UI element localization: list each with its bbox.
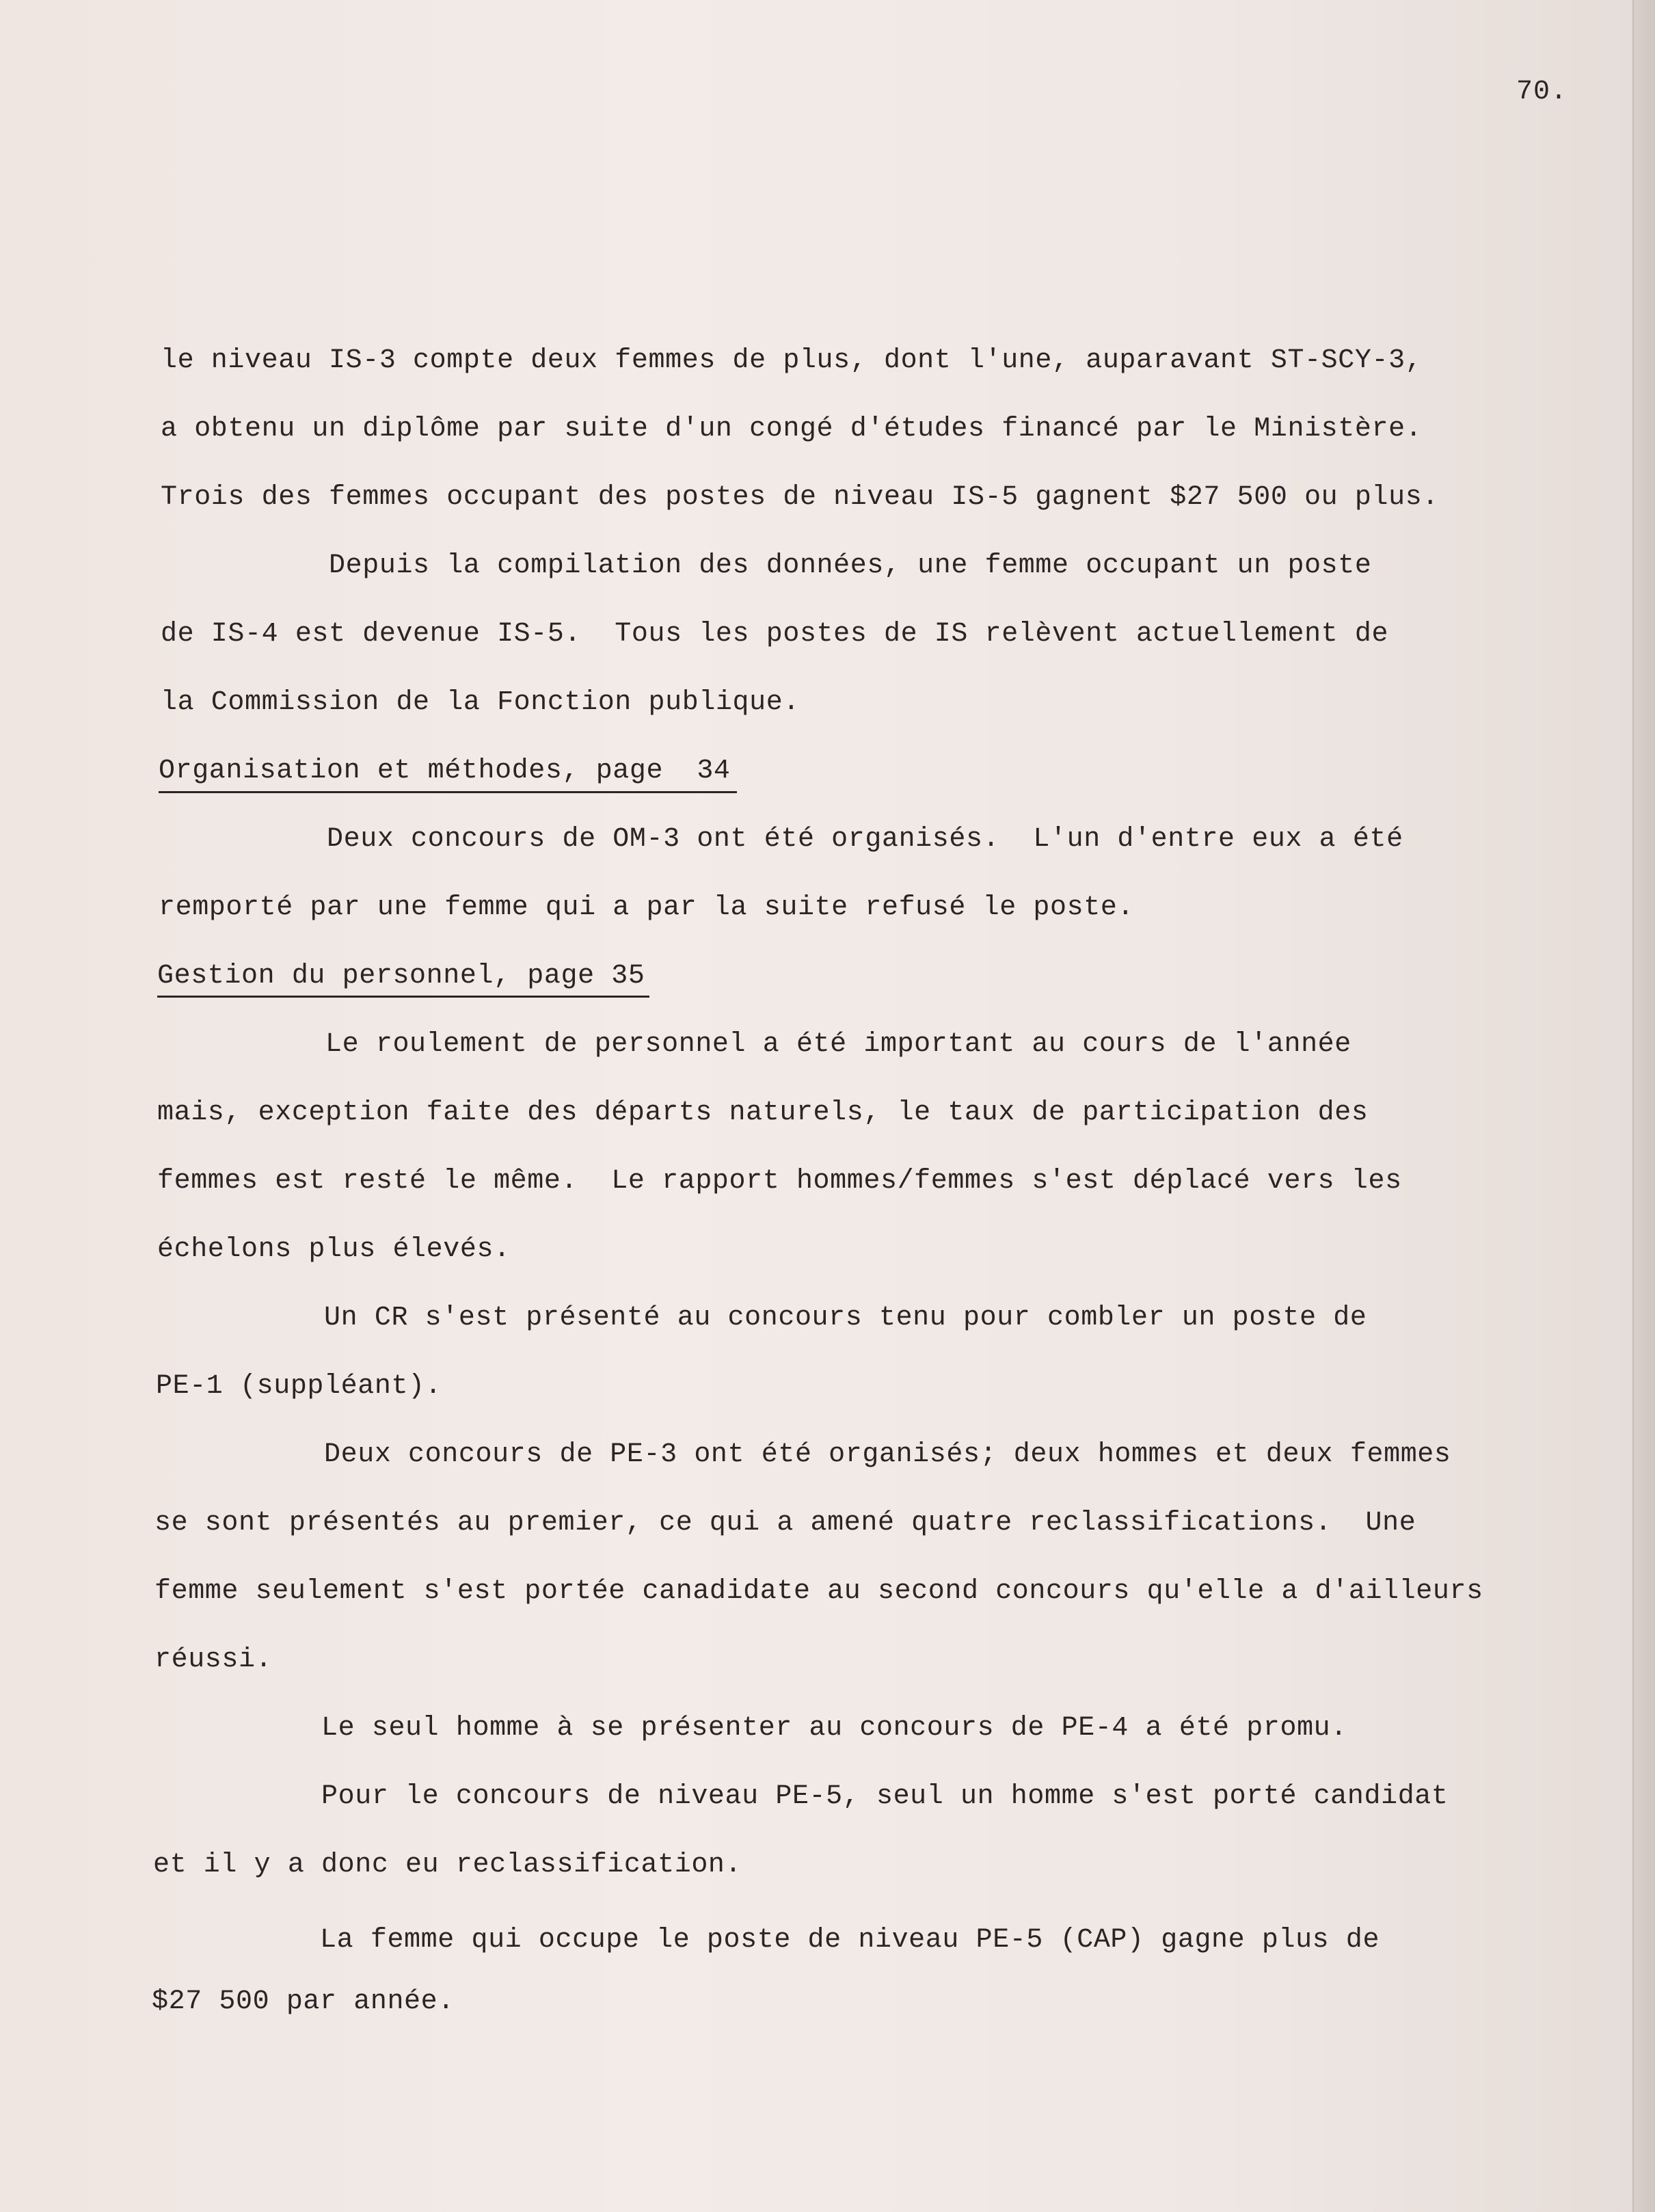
text-line: se sont présentés au premier, ce qui a amené quatre reclassifications. Une: [154, 1508, 1416, 1538]
text-line: le niveau IS-3 compte deux femmes de plus, dont l'une, auparavant ST-SCY-3,: [161, 345, 1423, 376]
text-line: mais, exception faite des départs naturels, le taux de participation des: [157, 1097, 1369, 1128]
text-line: femmes est resté le même. Le rapport hommes/femmes s'est déplacé vers les: [157, 1166, 1402, 1197]
page-number: 70.: [1516, 77, 1568, 107]
text-line: Un CR s'est présenté au concours tenu pour combler un poste de: [156, 1303, 1367, 1333]
text-line: échelons plus élevés.: [157, 1234, 511, 1265]
text-line: de IS-4 est devenue IS-5. Tous les postes de IS relèvent actuellement de: [161, 619, 1389, 650]
text-line: et il y a donc eu reclassification.: [153, 1850, 742, 1880]
text-line: La femme qui occupe le poste de niveau PE-5 (CAP) gagne plus de: [152, 1925, 1380, 1956]
text-line: a obtenu un diplôme par suite d'un congé d'études financé par le Ministère.: [161, 414, 1423, 444]
text-line: femme seulement s'est portée canadidate au second concours qu'elle a d'ailleurs: [154, 1576, 1483, 1607]
text-line: Pour le concours de niveau PE-5, seul un homme s'est porté candidat: [153, 1781, 1449, 1812]
text-line: Depuis la compilation des données, une femme occupant un poste: [161, 550, 1372, 581]
text-line: remporté par une femme qui a par la suite refusé le poste.: [159, 892, 1135, 923]
text-line: $27 500 par année.: [152, 1986, 455, 2017]
text-line: Le seul homme à se présenter au concours de PE-4 a été promu.: [153, 1713, 1347, 1744]
page-edge: [1632, 0, 1655, 2212]
text-line: Trois des femmes occupant des postes de niveau IS-5 gagnent $27 500 ou plus.: [161, 482, 1439, 513]
section-heading-gestion: Gestion du personnel, page 35: [157, 961, 645, 991]
text-line: réussi.: [154, 1644, 273, 1675]
text-line: Le roulement de personnel a été important au cours de l'année: [157, 1029, 1351, 1060]
section-heading-organisation: Organisation et méthodes, page 34: [159, 756, 731, 786]
text-line: Deux concours de PE-3 ont été organisés; deux hommes et deux femmes: [156, 1439, 1451, 1470]
heading-underline: [157, 996, 649, 998]
text-line: PE-1 (suppléant).: [156, 1371, 442, 1402]
heading-underline: [159, 791, 737, 793]
text-line: Deux concours de OM-3 ont été organisés. L'un d'entre eux a été: [159, 824, 1403, 855]
text-line: la Commission de la Fonction publique.: [161, 687, 800, 718]
